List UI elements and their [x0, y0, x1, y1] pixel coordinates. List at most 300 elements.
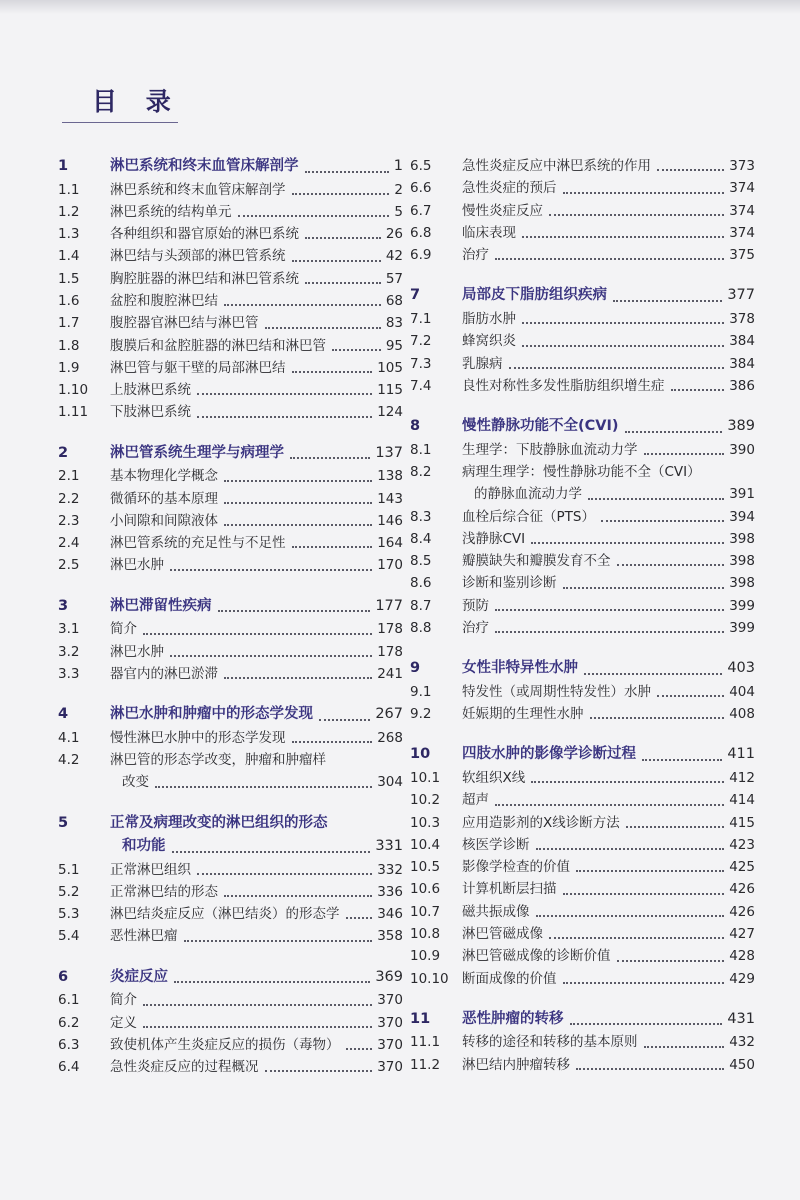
page-number: 331 — [375, 838, 403, 855]
page-number: 2 — [394, 181, 403, 198]
leader-dots — [495, 258, 724, 260]
leader-dots — [613, 300, 722, 302]
section-title: 断面成像的价值 — [462, 970, 557, 987]
toc-entry[interactable] — [410, 506, 755, 528]
toc-entry[interactable] — [410, 923, 755, 945]
title-rule — [62, 122, 178, 123]
page-number: 428 — [729, 948, 755, 965]
toc-entry[interactable] — [58, 859, 403, 881]
page-number: 5 — [394, 203, 403, 220]
section-number: 6.1 — [58, 992, 80, 1009]
leader-dots — [531, 781, 724, 783]
toc-entry[interactable] — [58, 268, 403, 290]
page-number: 431 — [727, 1010, 755, 1027]
toc-entry[interactable] — [58, 749, 403, 771]
section-number: 11.1 — [410, 1034, 441, 1051]
toc-entry[interactable] — [58, 1034, 403, 1056]
chapter-block — [410, 415, 755, 639]
chapter-heading[interactable] — [58, 812, 403, 836]
toc-entry[interactable] — [410, 439, 755, 461]
leader-dots — [143, 633, 372, 635]
page-number: 105 — [377, 359, 403, 376]
page-number: 268 — [377, 729, 403, 746]
section-number: 8.4 — [410, 530, 432, 547]
section-title: 治疗 — [462, 247, 489, 264]
chapter-heading[interactable] — [58, 966, 403, 990]
leader-dots — [292, 260, 381, 262]
chapter-heading[interactable] — [58, 442, 403, 466]
leader-dots — [549, 214, 724, 216]
toc-entry[interactable] — [410, 789, 755, 811]
top-band — [0, 0, 800, 14]
toc-entry[interactable] — [410, 177, 755, 199]
toc-entry[interactable] — [410, 1031, 755, 1053]
toc-entry[interactable] — [58, 925, 403, 947]
toc-entry[interactable] — [410, 1054, 755, 1076]
section-title: 简介 — [110, 992, 137, 1009]
section-number: 7.4 — [410, 377, 432, 394]
page-number: 423 — [729, 836, 755, 853]
toc-entry[interactable] — [58, 881, 403, 903]
section-title: 正常淋巴结的形态 — [110, 883, 218, 900]
page-number: 138 — [377, 468, 403, 485]
section-number: 9.2 — [410, 706, 432, 723]
chapter-heading[interactable] — [58, 155, 403, 179]
page-number: 450 — [729, 1056, 755, 1073]
section-title: 腹腔器官淋巴结与淋巴管 — [110, 315, 259, 332]
toc-entry[interactable] — [58, 223, 403, 245]
page-number: 399 — [729, 620, 755, 637]
section-number: 1.2 — [58, 203, 80, 220]
section-number: 10.10 — [410, 970, 449, 987]
toc-entry[interactable] — [410, 901, 755, 923]
chapter-title: 炎症反应 — [110, 968, 168, 985]
leader-dots — [522, 322, 724, 324]
page-number: 394 — [729, 508, 755, 525]
page-number: 398 — [729, 530, 755, 547]
section-title: 盆腔和腹腔淋巴结 — [110, 292, 218, 309]
page-number: 370 — [377, 1036, 403, 1053]
leader-dots — [495, 631, 724, 633]
section-number: 10.2 — [410, 792, 441, 809]
section-number: 6.6 — [410, 180, 432, 197]
leader-dots — [657, 169, 724, 171]
toc-entry[interactable] — [410, 703, 755, 725]
toc-entry[interactable] — [410, 617, 755, 639]
page-number: 336 — [377, 883, 403, 900]
toc-entry[interactable] — [410, 308, 755, 330]
section-title: 恶性淋巴瘤 — [110, 928, 178, 945]
toc-entry[interactable] — [410, 767, 755, 789]
leader-dots — [292, 741, 373, 743]
toc-entry[interactable] — [410, 330, 755, 352]
section-number: 5.3 — [58, 906, 80, 923]
page-number: 26 — [385, 226, 403, 243]
page-number: 164 — [377, 535, 403, 552]
toc-entry[interactable] — [58, 401, 403, 423]
leader-dots — [549, 937, 724, 939]
toc-right-column — [410, 155, 755, 1094]
chapter-title: 局部皮下脂肪组织疾病 — [462, 287, 607, 304]
section-number: 7.2 — [410, 333, 432, 350]
page-number: 346 — [377, 906, 403, 923]
toc-entry[interactable] — [58, 510, 403, 532]
section-title: 淋巴结与头颈部的淋巴管系统 — [110, 248, 286, 265]
page-number: 370 — [377, 992, 403, 1009]
toc-entry[interactable] — [58, 1056, 403, 1078]
section-number: 11.2 — [410, 1056, 441, 1073]
section-number: 2.3 — [58, 512, 80, 529]
section-title: 淋巴结炎症反应（淋巴结炎）的形态学 — [110, 906, 340, 923]
page-number: 83 — [385, 315, 403, 332]
leader-dots — [563, 192, 725, 194]
toc-entry[interactable] — [410, 483, 755, 505]
leader-dots — [626, 826, 724, 828]
leader-dots — [531, 542, 724, 544]
section-title: 下肢淋巴系统 — [110, 404, 191, 421]
page-number: 374 — [729, 224, 755, 241]
chapter-number: 10 — [410, 746, 431, 763]
page-number: 68 — [385, 292, 403, 309]
chapter-block — [58, 812, 403, 948]
section-number: 6.3 — [58, 1036, 80, 1053]
leader-dots — [305, 282, 381, 284]
section-title: 淋巴管磁成像的诊断价值 — [462, 948, 611, 965]
chapter-title: 淋巴水肿和肿瘤中的形态学发现 — [110, 706, 313, 723]
section-title: 定义 — [110, 1014, 137, 1031]
leader-dots — [174, 981, 370, 983]
leader-dots — [319, 719, 370, 721]
page-number: 386 — [729, 377, 755, 394]
leader-dots — [143, 1026, 372, 1028]
page-number: 115 — [377, 382, 403, 399]
chapter-heading[interactable] — [410, 657, 755, 681]
chapter-block — [58, 595, 403, 685]
section-number: 8.5 — [410, 553, 432, 570]
toc-entry[interactable] — [58, 903, 403, 925]
toc-entry[interactable] — [410, 968, 755, 990]
page-number: 414 — [729, 792, 755, 809]
toc-entry[interactable] — [58, 488, 403, 510]
section-title: 淋巴水肿 — [110, 643, 164, 660]
toc-entry[interactable] — [410, 200, 755, 222]
page-number: 358 — [377, 928, 403, 945]
toc-entry[interactable] — [410, 595, 755, 617]
page-number: 398 — [729, 553, 755, 570]
toc-entry[interactable] — [410, 834, 755, 856]
page-number: 42 — [385, 248, 403, 265]
section-title: 淋巴系统的结构单元 — [110, 203, 232, 220]
section-number: 3.2 — [58, 643, 80, 660]
leader-dots — [224, 480, 372, 482]
leader-dots — [172, 851, 371, 853]
section-number: 6.7 — [410, 202, 432, 219]
leader-dots — [644, 453, 725, 455]
section-title: 正常淋巴组织 — [110, 861, 191, 878]
chapter-number: 2 — [58, 444, 69, 461]
leader-dots — [224, 502, 372, 504]
section-title: 淋巴结内肿瘤转移 — [462, 1056, 570, 1073]
toc-entry[interactable] — [58, 641, 403, 663]
leader-dots — [570, 1023, 723, 1025]
chapter-heading[interactable] — [410, 1008, 755, 1032]
chapter-heading[interactable] — [410, 415, 755, 439]
toc-entry[interactable] — [410, 222, 755, 244]
page-number: 415 — [729, 814, 755, 831]
toc-entry[interactable] — [410, 572, 755, 594]
section-number: 10.9 — [410, 948, 441, 965]
page-number: 391 — [729, 486, 755, 503]
toc-entry[interactable] — [410, 856, 755, 878]
leader-dots — [576, 870, 724, 872]
toc-entry[interactable] — [58, 290, 403, 312]
leader-dots — [346, 917, 373, 919]
section-number: 5.4 — [58, 928, 80, 945]
leader-dots — [143, 1004, 372, 1006]
section-number: 5.2 — [58, 883, 80, 900]
leader-dots — [642, 759, 722, 761]
section-title: 淋巴管的形态学改变，肿瘤和肿瘤样 — [110, 751, 326, 768]
toc-entry[interactable] — [410, 812, 755, 834]
page-number: 425 — [729, 859, 755, 876]
toc-entry[interactable] — [58, 1012, 403, 1034]
section-number: 1.9 — [58, 359, 80, 376]
section-number: 10.8 — [410, 926, 441, 943]
section-number: 3.3 — [58, 665, 80, 682]
leader-dots — [238, 215, 390, 217]
page-number: 426 — [729, 903, 755, 920]
toc-entry[interactable] — [58, 727, 403, 749]
page-number: 412 — [729, 769, 755, 786]
toc-entry[interactable] — [58, 335, 403, 357]
toc-entry[interactable] — [410, 461, 755, 483]
toc-entry[interactable] — [410, 244, 755, 266]
page-number: 411 — [727, 746, 755, 763]
section-title: 基本物理化学概念 — [110, 468, 218, 485]
leader-dots — [563, 893, 725, 895]
leader-dots — [536, 848, 725, 850]
toc-entry[interactable] — [58, 357, 403, 379]
chapter-heading[interactable] — [58, 595, 403, 619]
toc-entry[interactable] — [58, 663, 403, 685]
chapter-block — [58, 155, 403, 424]
page-number: 124 — [377, 404, 403, 421]
section-title: 乳腺病 — [462, 355, 503, 372]
section-title: 诊断和鉴别诊断 — [462, 575, 557, 592]
toc-entry[interactable] — [410, 155, 755, 177]
page-number: 1 — [393, 158, 403, 174]
page-number: 377 — [727, 287, 755, 304]
leader-dots — [495, 609, 724, 611]
toc-entry[interactable] — [410, 375, 755, 397]
page-number: 137 — [375, 444, 403, 461]
chapter-number: 8 — [410, 418, 421, 435]
section-title: 各种组织和器官原始的淋巴系统 — [110, 226, 299, 243]
chapter-title: 四肢水肿的影像学诊断过程 — [462, 746, 636, 763]
leader-dots — [625, 431, 723, 433]
toc-entry[interactable] — [410, 528, 755, 550]
chapter-number: 5 — [58, 814, 69, 831]
section-title: 淋巴水肿 — [110, 557, 164, 574]
chapter-number: 7 — [410, 287, 421, 304]
leader-dots — [617, 564, 725, 566]
chapter-title: 和功能 — [122, 838, 166, 855]
toc-entry[interactable] — [58, 179, 403, 201]
section-title: 良性对称性多发性脂肪组织增生症 — [462, 377, 665, 394]
section-title: 淋巴管磁成像 — [462, 926, 543, 943]
leader-dots — [346, 1048, 373, 1050]
page-number: 170 — [377, 557, 403, 574]
chapter-block — [58, 703, 403, 793]
section-title: 简介 — [110, 621, 137, 638]
toc-entry[interactable] — [410, 681, 755, 703]
page-number: 429 — [729, 970, 755, 987]
section-number: 10.7 — [410, 903, 441, 920]
toc-entry[interactable] — [58, 771, 403, 793]
leader-dots — [536, 915, 725, 917]
leader-dots — [657, 695, 724, 697]
page-number: 146 — [377, 512, 403, 529]
section-number: 1.7 — [58, 315, 80, 332]
section-title: 改变 — [122, 774, 149, 791]
leader-dots — [170, 655, 372, 657]
section-number: 8.6 — [410, 575, 432, 592]
section-title: 蜂窝织炎 — [462, 333, 516, 350]
section-number: 9.1 — [410, 683, 432, 700]
section-title: 软组织X线 — [462, 769, 526, 786]
section-title: 转移的途径和转移的基本原则 — [462, 1034, 638, 1051]
section-title: 临床表现 — [462, 224, 516, 241]
toc-entry[interactable] — [410, 878, 755, 900]
chapter-heading[interactable] — [410, 284, 755, 308]
leader-dots — [563, 587, 725, 589]
chapter-number: 11 — [410, 1010, 431, 1027]
section-number: 6.8 — [410, 224, 432, 241]
leader-dots — [197, 393, 372, 395]
chapter-heading[interactable] — [58, 835, 403, 859]
chapter-block — [410, 155, 755, 266]
chapter-number: 3 — [58, 597, 69, 614]
chapter-heading[interactable] — [410, 743, 755, 767]
section-number: 1.10 — [58, 382, 89, 399]
section-title: 的静脉血流动力学 — [474, 486, 582, 503]
page-number: 143 — [377, 490, 403, 507]
page-number: 432 — [729, 1034, 755, 1051]
section-title: 淋巴系统和终末血管床解剖学 — [110, 181, 286, 198]
page-number: 403 — [727, 660, 755, 677]
section-title: 生理学：下肢静脉血流动力学 — [462, 441, 638, 458]
toc-entry[interactable] — [58, 618, 403, 640]
page-number: 426 — [729, 881, 755, 898]
section-title: 慢性淋巴水肿中的形态学发现 — [110, 729, 286, 746]
chapter-block — [58, 442, 403, 577]
toc-entry[interactable] — [58, 201, 403, 223]
chapter-number: 9 — [410, 660, 421, 677]
leader-dots — [509, 367, 725, 369]
leader-dots — [588, 498, 724, 500]
section-title: 淋巴管系统的充足性与不足性 — [110, 535, 286, 552]
toc-entry[interactable] — [410, 550, 755, 572]
leader-dots — [332, 349, 381, 351]
toc-entry[interactable] — [410, 945, 755, 967]
section-number: 2.5 — [58, 557, 80, 574]
section-title: 特发性（或周期性特发性）水肿 — [462, 683, 651, 700]
section-number: 1.4 — [58, 248, 80, 265]
section-number: 8.8 — [410, 620, 432, 637]
chapter-title: 慢性静脉功能不全(CVI) — [462, 418, 619, 435]
chapter-number: 4 — [58, 706, 69, 723]
leader-dots — [224, 524, 372, 526]
page-number: 374 — [729, 180, 755, 197]
page-number: 389 — [727, 418, 755, 435]
toc-entry[interactable] — [58, 989, 403, 1011]
section-title: 致使机体产生炎症反应的损伤（毒物） — [110, 1036, 340, 1053]
toc-entry[interactable] — [58, 465, 403, 487]
section-number: 10.5 — [410, 859, 441, 876]
chapter-block — [410, 657, 755, 725]
leader-dots — [292, 371, 373, 373]
toc-entry[interactable] — [58, 554, 403, 576]
leader-dots — [292, 193, 390, 195]
leader-dots — [644, 1046, 725, 1048]
toc-entry[interactable] — [58, 312, 403, 334]
section-title: 预防 — [462, 597, 489, 614]
leader-dots — [617, 960, 725, 962]
section-title: 血栓后综合征（PTS） — [462, 508, 595, 525]
section-number: 8.3 — [410, 508, 432, 525]
leader-dots — [495, 804, 724, 806]
toc-entry[interactable] — [410, 353, 755, 375]
section-title: 腹膜后和盆腔脏器的淋巴结和淋巴管 — [110, 337, 326, 354]
section-number: 8.2 — [410, 463, 432, 480]
section-title: 核医学诊断 — [462, 836, 530, 853]
chapter-heading[interactable] — [58, 703, 403, 727]
page-number: 95 — [385, 337, 403, 354]
page-number: 404 — [729, 683, 755, 700]
toc-entry[interactable] — [58, 379, 403, 401]
section-number: 7.3 — [410, 355, 432, 372]
section-number: 3.1 — [58, 621, 80, 638]
page-number: 427 — [729, 926, 755, 943]
leader-dots — [522, 236, 724, 238]
leader-dots — [184, 940, 373, 942]
chapter-title: 正常及病理改变的淋巴组织的形态 — [110, 814, 328, 831]
leader-dots — [563, 982, 725, 984]
chapter-block — [58, 966, 403, 1079]
section-title: 器官内的淋巴淤滞 — [110, 665, 218, 682]
toc-entry[interactable] — [58, 532, 403, 554]
leader-dots — [218, 610, 371, 612]
section-title: 病理生理学：慢性静脉功能不全（CVI） — [462, 463, 701, 480]
leader-dots — [224, 677, 372, 679]
toc-entry[interactable] — [58, 245, 403, 267]
page-number: 369 — [375, 968, 403, 985]
section-title: 急性炎症反应中淋巴系统的作用 — [462, 158, 651, 174]
page-number: 332 — [377, 861, 403, 878]
page-number: 267 — [375, 706, 403, 723]
leader-dots — [292, 546, 373, 548]
page-title: 目 录 — [92, 87, 181, 116]
chapter-number: 6 — [58, 968, 69, 985]
chapter-title: 淋巴滞留性疾病 — [110, 597, 212, 614]
section-number: 1.8 — [58, 337, 80, 354]
section-number: 1.1 — [58, 181, 80, 198]
page-number: 370 — [377, 1059, 403, 1076]
leader-dots — [305, 171, 389, 173]
page-number: 378 — [729, 310, 755, 327]
leader-dots — [522, 345, 724, 347]
leader-dots — [265, 327, 381, 329]
